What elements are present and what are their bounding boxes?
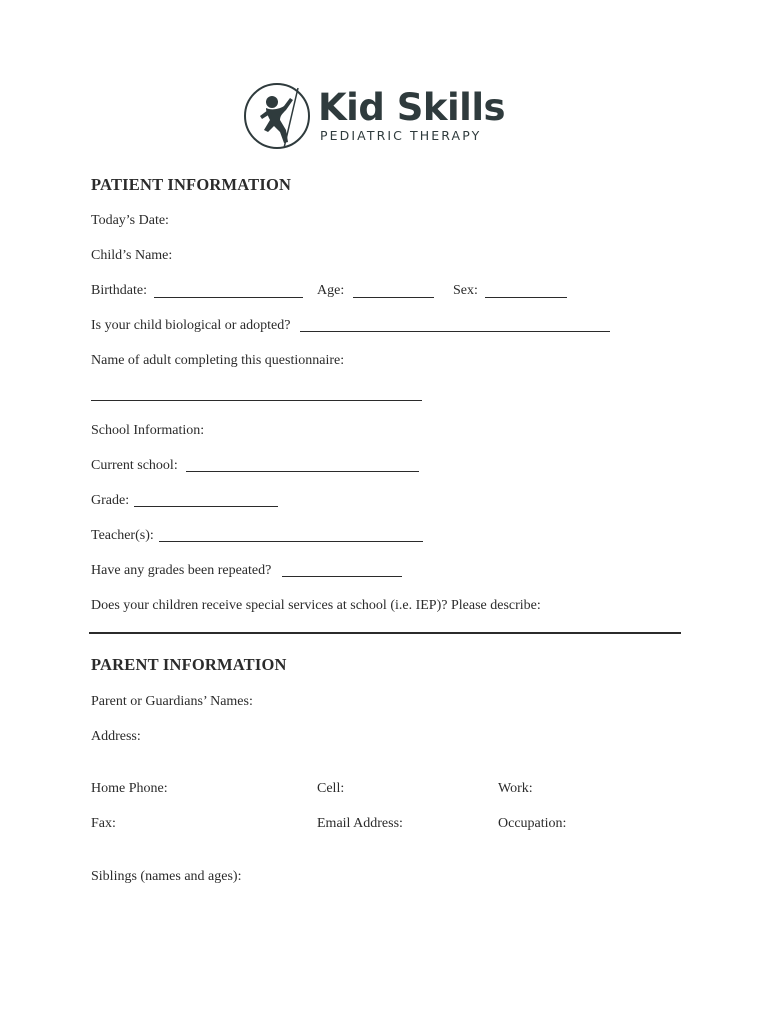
grade-label: Grade: <box>91 493 130 508</box>
current-school-field-line[interactable] <box>186 471 419 472</box>
sex-label: Sex: <box>453 283 478 298</box>
special-services-field-line[interactable] <box>89 632 681 634</box>
age-field-line[interactable] <box>353 297 434 298</box>
siblings-label: Siblings (names and ages): <box>91 869 242 884</box>
address-label: Address: <box>91 729 141 744</box>
logo <box>242 80 506 155</box>
school-information-label: School Information: <box>91 423 205 438</box>
special-services-label: Does your children receive special services at school (i.e. IEP)? Please describe: <box>91 598 541 613</box>
logo-title: Kid Skills <box>318 86 506 129</box>
teachers-field-line[interactable] <box>159 541 423 542</box>
cell-label: Cell: <box>317 781 345 796</box>
current-school-label: Current school: <box>91 458 178 473</box>
grade-field-line[interactable] <box>134 506 278 507</box>
patient-information-heading: PATIENT INFORMATION <box>91 175 292 194</box>
adult-name-label: Name of adult completing this questionnaire: <box>91 353 345 368</box>
birthdate-label: Birthdate: <box>91 283 147 298</box>
adult-name-field-line[interactable] <box>91 400 422 401</box>
fax-label: Fax: <box>91 816 116 831</box>
biological-adopted-label: Is your child biological or adopted? <box>91 318 291 333</box>
todays-date-label: Today’s Date: <box>91 213 169 228</box>
email-address-label: Email Address: <box>317 816 403 831</box>
childs-name-label: Child’s Name: <box>91 248 173 263</box>
grades-repeated-field-line[interactable] <box>282 576 402 577</box>
logo-subtitle: PEDIATRIC THERAPY <box>320 128 482 143</box>
occupation-label: Occupation: <box>498 816 567 831</box>
guardians-names-label: Parent or Guardians’ Names: <box>91 694 253 709</box>
sex-field-line[interactable] <box>485 297 567 298</box>
work-label: Work: <box>498 781 533 796</box>
biological-adopted-field-line[interactable] <box>300 331 610 332</box>
birthdate-field-line[interactable] <box>154 297 303 298</box>
child-climbing-rope-icon <box>242 80 312 152</box>
parent-information-heading: PARENT INFORMATION <box>91 655 287 674</box>
home-phone-label: Home Phone: <box>91 781 168 796</box>
grades-repeated-label: Have any grades been repeated? <box>91 563 272 578</box>
teachers-label: Teacher(s): <box>91 528 154 543</box>
age-label: Age: <box>317 283 345 298</box>
